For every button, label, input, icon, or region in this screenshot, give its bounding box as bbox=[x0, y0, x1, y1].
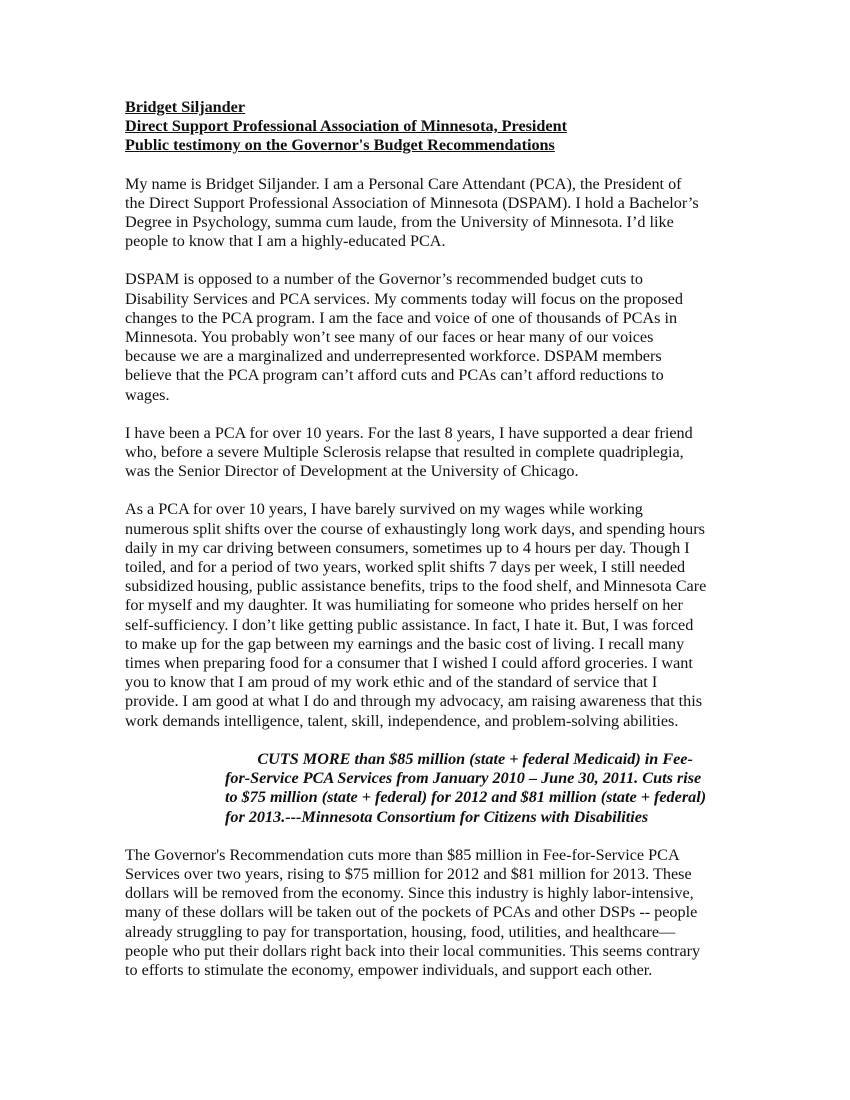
intro-paragraph bbox=[125, 175, 730, 252]
text-line: numerous split shifts over the course of exhaustingly long work days, and spending hours bbox=[125, 519, 705, 538]
document-header bbox=[125, 98, 730, 156]
text-line: Disability Services and PCA services. My comments today will focus on the proposed bbox=[125, 289, 683, 308]
text-line: already struggling to pay for transportation, housing, food, utilities, and healthcare— bbox=[125, 922, 676, 941]
text-line: many of these dollars will be taken out of the pockets of PCAs and other DSPs -- people bbox=[125, 903, 698, 922]
text-line: people who put their dollars right back into their local communities. This seems contrary bbox=[125, 941, 701, 960]
callout-line: CUTS MORE than $85 million (state + federal Medicaid) in Fee- bbox=[225, 749, 693, 768]
text-line: people to know that I am a highly-educated PCA. bbox=[125, 232, 446, 251]
text-line: The Governor's Recommendation cuts more than $85 million in Fee-for-Service PCA bbox=[125, 845, 680, 864]
text-line: to make up for the gap between my earnings and the basic cost of living. I recall many bbox=[125, 634, 685, 653]
text-line: DSPAM is opposed to a number of the Governor’s recommended budget cuts to bbox=[125, 270, 643, 289]
text-line: Degree in Psychology, summa cum laude, from the University of Minnesota. I’d like bbox=[125, 213, 674, 232]
text-line: the Direct Support Professional Association of Minnesota (DSPAM). I hold a Bachelor’s bbox=[125, 193, 699, 212]
text-line: I have been a PCA for over 10 years. For the last 8 years, I have supported a dear friend bbox=[125, 423, 693, 442]
text-line: provide. I am good at what I do and through my advocacy, am raising awareness that this bbox=[125, 692, 703, 711]
text-line: wages. bbox=[125, 385, 170, 404]
callout-line: to $75 million (state + federal) for 2012 and $81 million (state + federal) bbox=[225, 788, 707, 807]
text-line: dollars will be removed from the economy. Since this industry is highly labor-intensive, bbox=[125, 884, 694, 903]
position-paragraph bbox=[125, 270, 730, 404]
text-line: work demands intelligence, talent, skill, independence, and problem-solving abilities. bbox=[125, 711, 679, 730]
text-line: you to know that I am proud of my work ethic and of the standard of service that I bbox=[125, 673, 658, 692]
text-line: was the Senior Director of Development at the University of Chicago. bbox=[125, 462, 579, 481]
testimony-subject: Public testimony on the Governor's Budget Recommendations bbox=[125, 136, 555, 155]
economic-impact-paragraph bbox=[125, 846, 730, 980]
text-line: changes to the PCA program. I am the face and voice of one of thousands of PCAs in bbox=[125, 308, 678, 327]
text-line: subsidized housing, public assistance benefits, trips to the food shelf, and Minnesota Care bbox=[125, 577, 707, 596]
wages-paragraph bbox=[125, 500, 730, 730]
author-organization: Direct Support Professional Association of Minnesota, President bbox=[125, 117, 568, 136]
text-line: As a PCA for over 10 years, I have barely survived on my wages while working bbox=[125, 500, 643, 519]
experience-paragraph bbox=[125, 424, 730, 482]
text-line: daily in my car driving between consumers, sometimes up to 4 hours per day. Though I bbox=[125, 538, 690, 557]
document-page bbox=[125, 98, 730, 980]
text-line: Services over two years, rising to $75 million for 2012 and $81 million for 2013. These bbox=[125, 864, 692, 883]
text-line: who, before a severe Multiple Sclerosis relapse that resulted in complete quadriplegia, bbox=[125, 443, 684, 462]
text-line: toiled, and for a period of two years, worked split shifts 7 days per week, I still needed bbox=[125, 558, 686, 577]
text-line: My name is Bridget Siljander. I am a Personal Care Attendant (PCA), the President of bbox=[125, 174, 682, 193]
text-line: self-sufficiency. I don’t like getting public assistance. In fact, I hate it. But, I was forced bbox=[125, 615, 694, 634]
text-line: Minnesota. You probably won’t see many of our faces or hear many of our voices bbox=[125, 328, 654, 347]
budget-cuts-callout bbox=[225, 750, 730, 827]
text-line: because we are a marginalized and underrepresented workforce. DSPAM members bbox=[125, 347, 662, 366]
callout-line: for-Service PCA Services from January 2010 – June 30, 2011. Cuts rise bbox=[225, 769, 702, 788]
text-line: times when preparing food for a consumer that I wished I could afford groceries. I want bbox=[125, 654, 693, 673]
author-name: Bridget Siljander bbox=[125, 98, 246, 116]
text-line: for myself and my daughter. It was humiliating for someone who prides herself on her bbox=[125, 596, 683, 615]
text-line: to efforts to stimulate the economy, empower individuals, and support each other. bbox=[125, 960, 653, 979]
callout-line: for 2013.---Minnesota Consortium for Citizens with Disabilities bbox=[225, 807, 649, 826]
text-line: believe that the PCA program can’t afford cuts and PCAs can’t afford reductions to bbox=[125, 366, 664, 385]
